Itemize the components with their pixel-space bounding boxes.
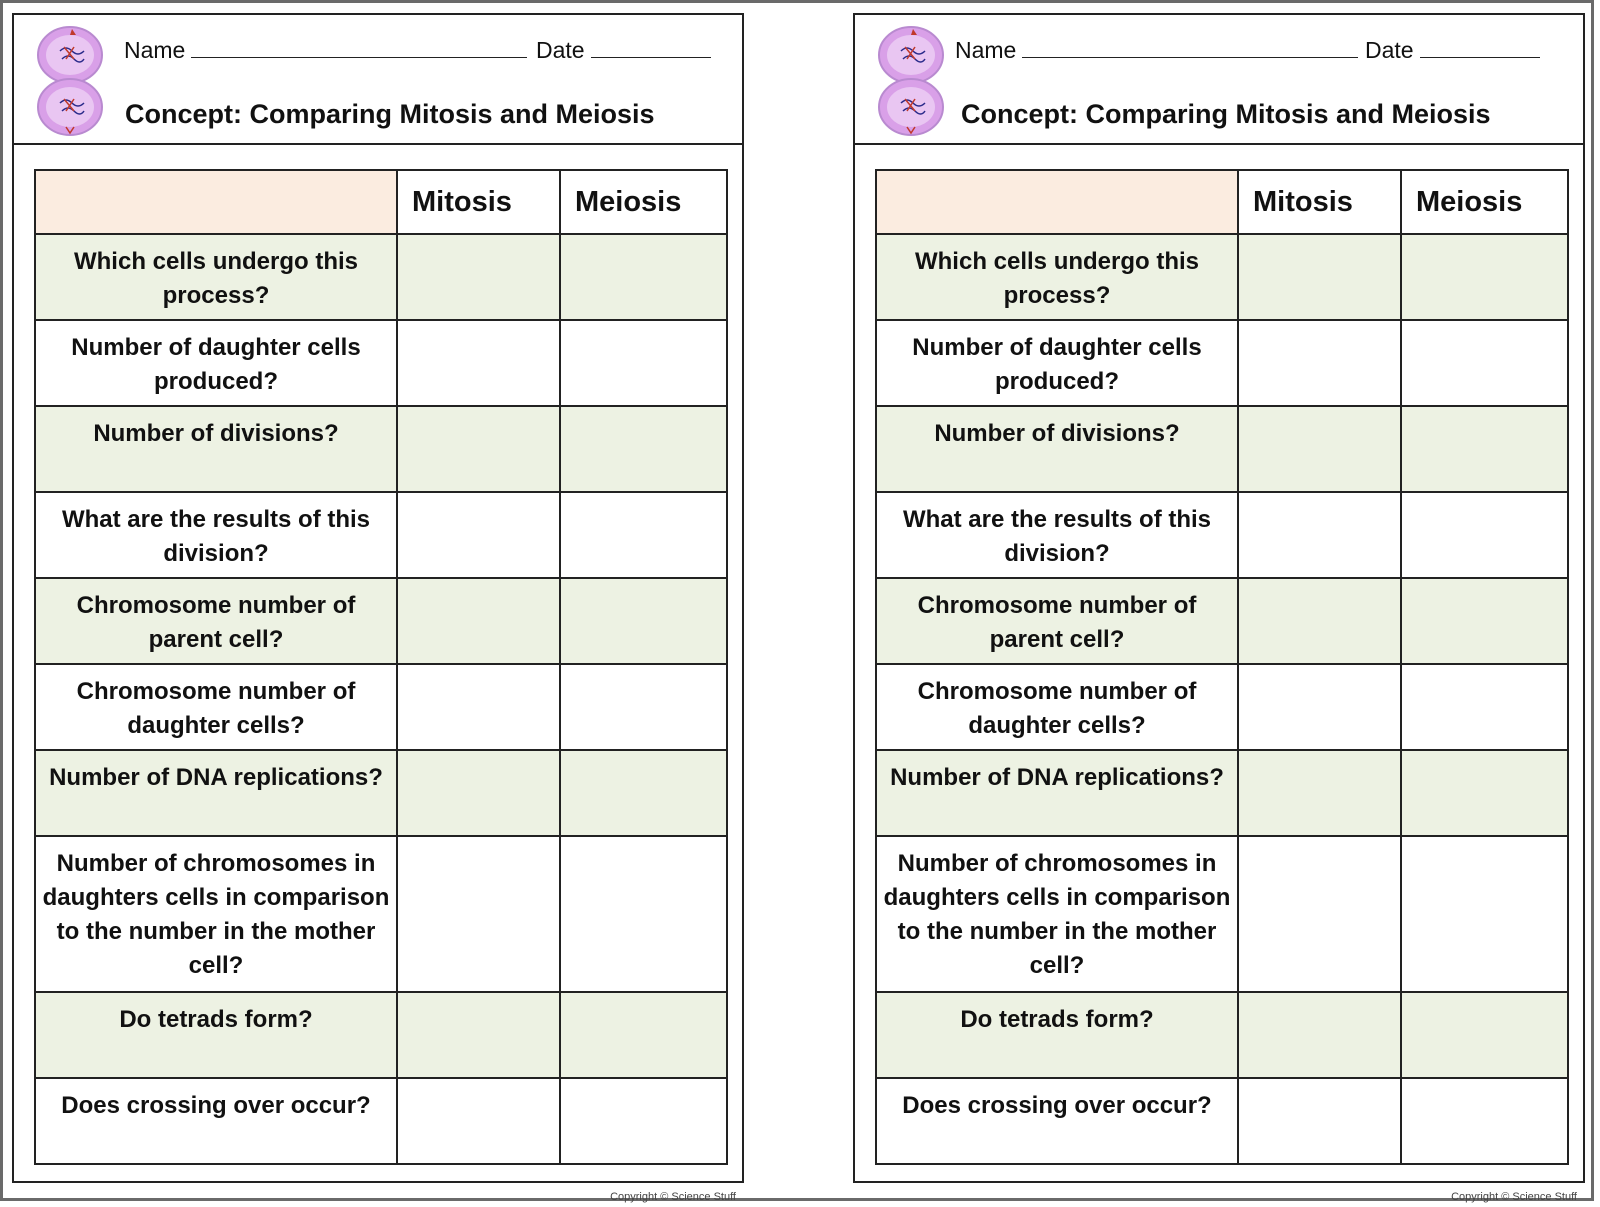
- table-row: [35, 836, 727, 992]
- worksheet-right: [853, 13, 1585, 1203]
- header-corner: [35, 170, 397, 234]
- answer-cell-mitosis[interactable]: [397, 1078, 560, 1164]
- answer-cell-mitosis[interactable]: [397, 578, 560, 664]
- table-row: [876, 836, 1568, 992]
- answer-cell-meiosis[interactable]: [1401, 406, 1568, 492]
- date-field[interactable]: [536, 33, 711, 64]
- answer-cell-mitosis[interactable]: [397, 406, 560, 492]
- answer-cell-mitosis[interactable]: [1238, 406, 1401, 492]
- question-cell: Do tetrads form?: [876, 992, 1238, 1078]
- answer-cell-mitosis[interactable]: [397, 320, 560, 406]
- answer-cell-meiosis[interactable]: [1401, 578, 1568, 664]
- question-cell: Number of daughter cells produced?: [35, 320, 397, 406]
- name-blank[interactable]: [1022, 33, 1358, 58]
- dividing-cell-icon: [34, 25, 106, 137]
- name-label: Name: [955, 37, 1017, 63]
- table-row: [876, 320, 1568, 406]
- table-row: [876, 1078, 1568, 1164]
- question-cell: Number of chromosomes in daughters cells in comparison to the number in the mother cell?: [876, 836, 1238, 992]
- question-cell: Does crossing over occur?: [876, 1078, 1238, 1164]
- answer-cell-mitosis[interactable]: [1238, 992, 1401, 1078]
- date-field[interactable]: [1365, 33, 1540, 64]
- table-row: [35, 406, 727, 492]
- answer-cell-mitosis[interactable]: [1238, 578, 1401, 664]
- date-blank[interactable]: [591, 33, 711, 58]
- header-corner: [876, 170, 1238, 234]
- question-cell: Does crossing over occur?: [35, 1078, 397, 1164]
- answer-cell-meiosis[interactable]: [1401, 492, 1568, 578]
- question-cell: What are the results of this division?: [876, 492, 1238, 578]
- question-cell: Number of daughter cells produced?: [876, 320, 1238, 406]
- answer-cell-meiosis[interactable]: [560, 750, 727, 836]
- worksheet-left: [12, 13, 744, 1203]
- comparison-table: [34, 169, 728, 1165]
- question-cell: Chromosome number of parent cell?: [876, 578, 1238, 664]
- concept-title: Concept: Comparing Mitosis and Meiosis: [125, 99, 655, 129]
- answer-cell-meiosis[interactable]: [560, 664, 727, 750]
- table-row: [876, 992, 1568, 1078]
- answer-cell-mitosis[interactable]: [1238, 1078, 1401, 1164]
- table-row: [876, 234, 1568, 320]
- comparison-table: [875, 169, 1569, 1165]
- table-row: [35, 1078, 727, 1164]
- question-cell: Number of DNA replications?: [35, 750, 397, 836]
- name-blank[interactable]: [191, 33, 527, 58]
- answer-cell-meiosis[interactable]: [1401, 1078, 1568, 1164]
- answer-cell-mitosis[interactable]: [1238, 750, 1401, 836]
- question-cell: Chromosome number of parent cell?: [35, 578, 397, 664]
- table-row: [876, 492, 1568, 578]
- answer-cell-meiosis[interactable]: [560, 234, 727, 320]
- answer-cell-mitosis[interactable]: [397, 836, 560, 992]
- answer-cell-mitosis[interactable]: [1238, 320, 1401, 406]
- answer-cell-meiosis[interactable]: [560, 836, 727, 992]
- name-label: Name: [124, 37, 186, 63]
- answer-cell-meiosis[interactable]: [560, 406, 727, 492]
- concept-title: Concept: Comparing Mitosis and Meiosis: [961, 99, 1491, 129]
- answer-cell-mitosis[interactable]: [397, 664, 560, 750]
- question-cell: Number of DNA replications?: [876, 750, 1238, 836]
- answer-cell-meiosis[interactable]: [560, 992, 727, 1078]
- date-blank[interactable]: [1420, 33, 1540, 58]
- question-cell: Do tetrads form?: [35, 992, 397, 1078]
- answer-cell-meiosis[interactable]: [560, 578, 727, 664]
- question-cell: Which cells undergo this process?: [876, 234, 1238, 320]
- copyright-text: Copyright © Science Stuff: [1451, 1191, 1577, 1203]
- question-cell: What are the results of this division?: [35, 492, 397, 578]
- answer-cell-mitosis[interactable]: [1238, 234, 1401, 320]
- table-row: [876, 578, 1568, 664]
- worksheet-header: [14, 15, 742, 145]
- column-header-mitosis: Mitosis: [397, 170, 560, 234]
- answer-cell-mitosis[interactable]: [397, 992, 560, 1078]
- date-label: Date: [536, 37, 585, 63]
- column-header-mitosis: Mitosis: [1238, 170, 1401, 234]
- answer-cell-mitosis[interactable]: [397, 750, 560, 836]
- question-cell: Number of chromosomes in daughters cells in comparison to the number in the mother cell?: [35, 836, 397, 992]
- table-row: [35, 492, 727, 578]
- table-row: [876, 750, 1568, 836]
- copyright-text: Copyright © Science Stuff: [610, 1191, 736, 1203]
- table-row: [35, 750, 727, 836]
- answer-cell-meiosis[interactable]: [1401, 992, 1568, 1078]
- answer-cell-meiosis[interactable]: [560, 320, 727, 406]
- answer-cell-meiosis[interactable]: [1401, 234, 1568, 320]
- answer-cell-mitosis[interactable]: [1238, 836, 1401, 992]
- answer-cell-mitosis[interactable]: [1238, 492, 1401, 578]
- name-field[interactable]: [955, 33, 1358, 64]
- column-header-meiosis: Meiosis: [560, 170, 727, 234]
- answer-cell-meiosis[interactable]: [1401, 664, 1568, 750]
- question-cell: Which cells undergo this process?: [35, 234, 397, 320]
- table-row: [35, 234, 727, 320]
- dividing-cell-icon: [875, 25, 947, 137]
- answer-cell-meiosis[interactable]: [560, 492, 727, 578]
- question-cell: Chromosome number of daughter cells?: [35, 664, 397, 750]
- answer-cell-meiosis[interactable]: [560, 1078, 727, 1164]
- question-cell: Chromosome number of daughter cells?: [876, 664, 1238, 750]
- name-field[interactable]: [124, 33, 527, 64]
- table-row: [35, 578, 727, 664]
- date-label: Date: [1365, 37, 1414, 63]
- question-cell: Number of divisions?: [876, 406, 1238, 492]
- question-cell: Number of divisions?: [35, 406, 397, 492]
- table-row: [35, 320, 727, 406]
- table-row: [35, 992, 727, 1078]
- answer-cell-mitosis[interactable]: [1238, 664, 1401, 750]
- answer-cell-meiosis[interactable]: [1401, 320, 1568, 406]
- table-row: [876, 406, 1568, 492]
- answer-cell-meiosis[interactable]: [1401, 836, 1568, 992]
- table-row: [876, 664, 1568, 750]
- column-header-meiosis: Meiosis: [1401, 170, 1568, 234]
- answer-cell-mitosis[interactable]: [397, 234, 560, 320]
- worksheet-header: [855, 15, 1583, 145]
- table-row: [35, 664, 727, 750]
- answer-cell-mitosis[interactable]: [397, 492, 560, 578]
- answer-cell-meiosis[interactable]: [1401, 750, 1568, 836]
